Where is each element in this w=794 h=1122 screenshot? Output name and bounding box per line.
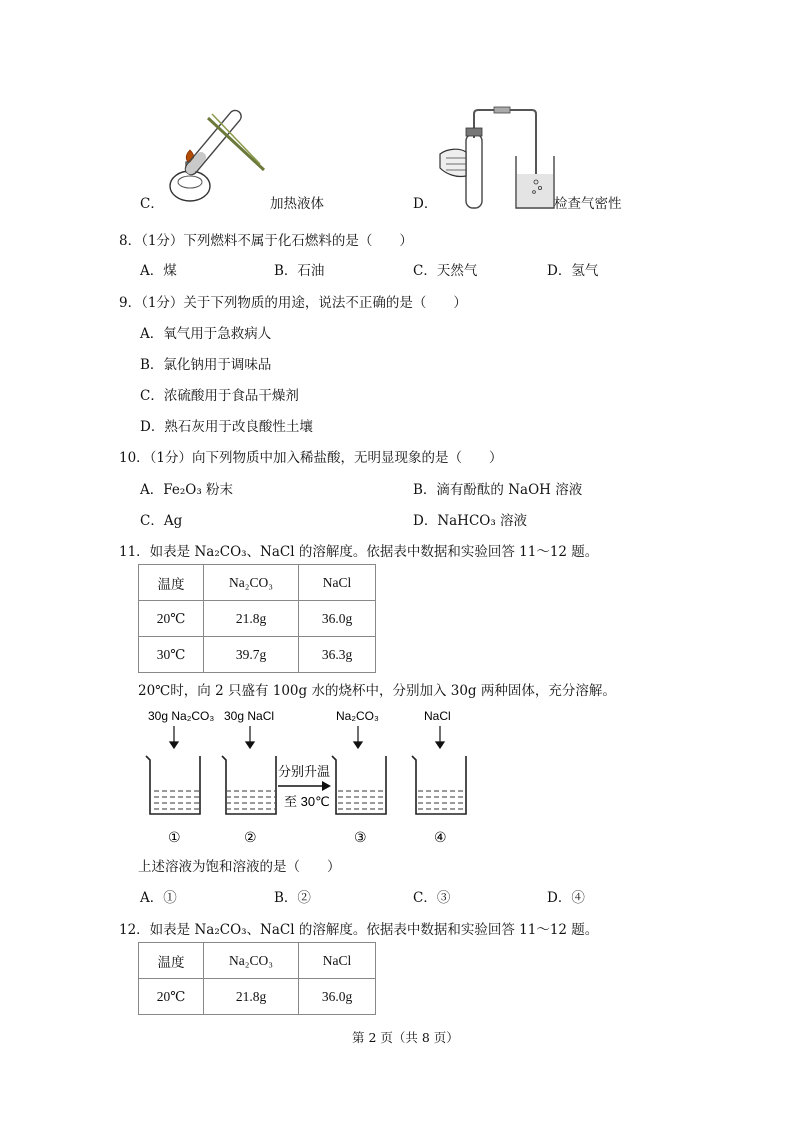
question-stem: 8．（1分）下列燃料不属于化石燃料的是（ ） — [119, 233, 413, 249]
page-footer: 第 2 页（共 8 页） — [352, 1030, 459, 1045]
option-a[interactable]: A．Fe₂O₃ 粉末 — [140, 482, 234, 498]
table-row — [139, 979, 376, 1015]
add-label-1: 30g Na₂CO₃ — [148, 709, 215, 723]
option-c-label: C． — [140, 196, 164, 212]
experiment-setup: 20℃时，向 2 只盛有 100g 水的烧杯中，分别加入 30g 两种固体，充分溶解。 — [138, 683, 616, 699]
table-cell: 21.8g — [204, 979, 299, 1015]
beaker-label-4: ④ — [434, 829, 447, 845]
option-d-label: D． — [413, 196, 438, 212]
question-stem: 12．如表是 Na₂CO₃、NaCl 的溶解度。依据表中数据和实验回答 11～12 题。 — [119, 922, 599, 938]
table-cell: 21.8g — [204, 601, 299, 637]
option-c[interactable]: C．天然气 — [413, 263, 478, 279]
question-prompt: 上述溶液为饱和溶液的是（ ） — [138, 859, 341, 875]
solubility-table — [138, 942, 376, 1015]
question-stem: 9．（1分）关于下列物质的用途，说法不正确的是（ ） — [119, 295, 467, 311]
table-header-cell: 温度 — [139, 565, 204, 601]
add-label-2: 30g NaCl — [224, 709, 275, 723]
option-c[interactable]: C．③ — [413, 890, 451, 906]
figure-heating-liquid — [160, 104, 270, 214]
question-stem: 10．（1分）向下列物质中加入稀盐酸，无明显现象的是（ ） — [119, 450, 503, 466]
table-cell: 20℃ — [139, 979, 204, 1015]
arrow-label-top: 分别升温 — [278, 764, 331, 779]
solubility-table — [138, 564, 376, 673]
beaker-label-3: ③ — [354, 829, 367, 845]
option-b[interactable]: B．② — [274, 890, 311, 906]
option-d-caption: 检查气密性 — [554, 196, 622, 212]
add-label-3: Na₂CO₃ — [336, 709, 379, 723]
beaker-label-1: ① — [168, 829, 181, 845]
table-header-row — [139, 943, 376, 979]
option-d[interactable]: D．④ — [547, 890, 585, 906]
option-c[interactable]: C．浓硫酸用于食品干燥剂 — [140, 388, 299, 404]
option-c-caption: 加热液体 — [270, 196, 324, 212]
table-header-cell: NaCl — [299, 565, 376, 601]
arrow-label-bottom: 至 30℃ — [284, 794, 330, 809]
table-cell: 36.0g — [299, 601, 376, 637]
question-stem: 11．如表是 Na₂CO₃、NaCl 的溶解度。依据表中数据和实验回答 11～12 题。 — [119, 544, 599, 560]
table-header-cell: NaCl — [299, 943, 376, 979]
figure-airtightness-check — [436, 104, 556, 214]
beaker-label-2: ② — [244, 829, 257, 845]
table-header-row — [139, 565, 376, 601]
option-d[interactable]: D．氢气 — [547, 263, 599, 279]
table-header-cell: 温度 — [139, 943, 204, 979]
table-cell: 30℃ — [139, 637, 204, 673]
option-a[interactable]: A．煤 — [140, 263, 177, 279]
option-a[interactable]: A．氧气用于急救病人 — [140, 326, 272, 342]
table-header-cell: Na₂CO₃ — [204, 565, 299, 601]
table-cell: 20℃ — [139, 601, 204, 637]
table-cell: 39.7g — [204, 637, 299, 673]
option-b[interactable]: B．氯化钠用于调味品 — [140, 357, 272, 373]
option-b[interactable]: B．石油 — [274, 263, 325, 279]
table-cell: 36.3g — [299, 637, 376, 673]
table-row — [139, 601, 376, 637]
add-label-4: NaCl — [424, 709, 451, 723]
option-a[interactable]: A．① — [140, 890, 177, 906]
option-d[interactable]: D．熟石灰用于改良酸性土壤 — [140, 419, 313, 435]
table-row — [139, 637, 376, 673]
option-d[interactable]: D．NaHCO₃ 溶液 — [413, 513, 528, 529]
beaker-experiment-figure — [138, 704, 478, 849]
table-cell: 36.0g — [299, 979, 376, 1015]
option-b[interactable]: B．滴有酚酞的 NaOH 溶液 — [413, 482, 583, 498]
table-header-cell: Na₂CO₃ — [204, 943, 299, 979]
option-c[interactable]: C．Ag — [140, 513, 183, 529]
